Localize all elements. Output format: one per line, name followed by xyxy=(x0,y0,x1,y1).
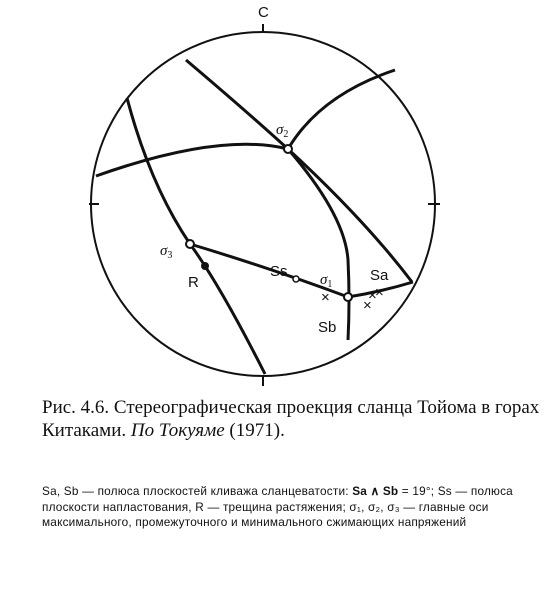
sb-cross-mark: × xyxy=(321,289,330,306)
caption-lead: Рис. 4.6. Стереографическая проекция сланца Тойома в горах Китаками. xyxy=(42,397,540,441)
sigma2-label: $\sigma_2$ xyxy=(276,122,289,140)
north-label: С xyxy=(258,4,269,21)
sigma3-label: $\sigma_3$ xyxy=(160,243,173,261)
notes-angle: Sa ∧ Sb xyxy=(352,484,399,498)
ss-point xyxy=(293,276,299,282)
sigma2-point xyxy=(284,145,292,153)
primitive-circle xyxy=(91,32,435,376)
sigma3-point xyxy=(186,240,194,248)
sb-label: Sb xyxy=(318,319,337,336)
figure-notes xyxy=(42,484,542,531)
notes-text-1: — полюса плоскостей кливажа сланцеватости: xyxy=(78,484,353,498)
notes-sa-sb: Sa, Sb xyxy=(42,484,79,498)
sa-cross-mark-1: × xyxy=(363,297,372,314)
sigma1-point xyxy=(344,293,352,301)
great-circle-sb xyxy=(186,60,412,282)
caption-year: (1971). xyxy=(229,420,285,441)
sa-label: Sa xyxy=(370,267,389,284)
great-circle-s1 xyxy=(96,70,395,176)
r-label: R xyxy=(188,274,199,291)
sa-cross-mark-2: × xyxy=(368,287,377,304)
sa-cross-mark-3: × xyxy=(375,284,384,301)
notes-text-2: = 19°; Ss — полюса плоскости напластования, R — трещина растяжения; σ₁, σ₂, σ₃ — главные оси максимального, промежуточного и минимального сжимающих напряжений xyxy=(42,484,513,529)
figure-caption xyxy=(42,396,542,442)
ss-label: Ss xyxy=(270,263,288,280)
sigma1-label: $\sigma_1$ xyxy=(320,272,333,290)
caption-source: По Токуяме xyxy=(130,420,225,441)
r-point xyxy=(201,262,209,270)
